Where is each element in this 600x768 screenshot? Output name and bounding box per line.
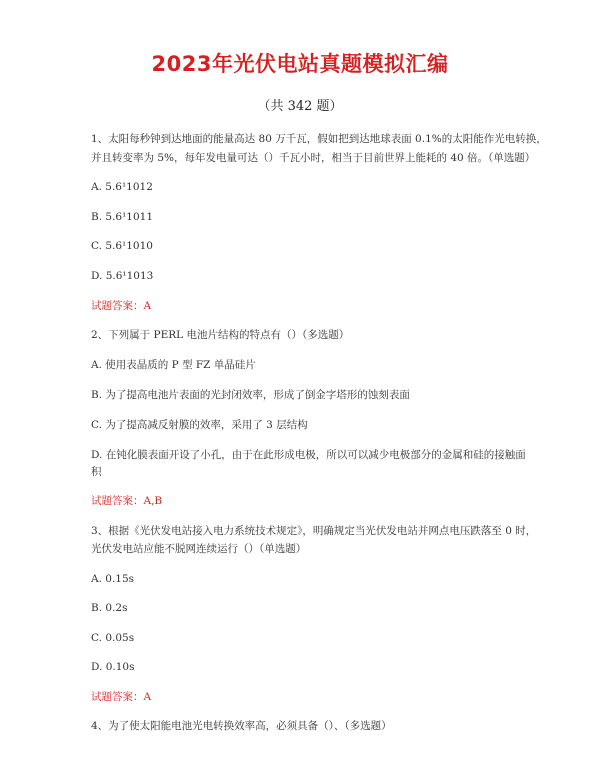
question-2-option-c: C. 为了提高减反射膜的效率，采用了 3 层结构	[91, 419, 308, 431]
question-1-option-a: A. 5.6¹1012	[91, 181, 153, 193]
question-1-stem-line-2: 并且转变率为 5%，每年发电量可达（）千瓦小时，相当于目前世界上能耗的 40 倍。（单选题）	[91, 152, 536, 164]
question-3-answer: 试题答案：A	[91, 691, 152, 703]
question-count: （共 342 题）	[257, 99, 343, 114]
question-1-stem-line-1: 1、太阳每秒钟到达地面的能量高达 80 万千瓦，假如把到达地球表面 0.1%的太阳能作光电转换，	[91, 133, 547, 145]
question-2-option-d-continued: 积	[91, 466, 102, 478]
question-2-option-a: A. 使用表晶质的 P 型 FZ 单晶硅片	[91, 359, 256, 371]
question-2-option-b: B. 为了提高电池片表面的光封闭效率，形成了倒金字塔形的蚀刻表面	[91, 389, 410, 401]
question-3-stem-line-1: 3、根据《光伏发电站接入电力系统技术规定》，明确规定当光伏发电站并网点电压跌落至 0 时，	[91, 525, 537, 537]
document-title: 2023年光伏电站真题模拟汇编	[151, 52, 449, 76]
question-3-option-b: B. 0.2s	[91, 602, 128, 614]
question-1-option-b: B. 5.6¹1011	[91, 211, 154, 223]
question-3-stem-line-2: 光伏发电站应能不脱网连续运行（）（单选题）	[91, 543, 307, 555]
question-1-answer: 试题答案：A	[91, 300, 152, 312]
question-2-stem-line-1: 2、下列属于 PERL 电池片结构的特点有（）（多选题）	[91, 329, 350, 341]
question-3-option-d: D. 0.10s	[91, 661, 135, 673]
question-2-answer: 试题答案：A,B	[91, 495, 163, 507]
question-3-option-a: A. 0.15s	[91, 573, 135, 585]
question-3-option-c: C. 0.05s	[91, 632, 135, 644]
question-1-option-c: C. 5.6¹1010	[91, 240, 153, 252]
question-4-stem-line-1: 4、为了使太阳能电池光电转换效率高，必须具备（）、（多选题）	[91, 720, 392, 732]
question-2-option-d: D. 在钝化膜表面开设了小孔，由于在此形成电极，所以可以减少电极部分的金属和硅的接触面	[91, 449, 526, 461]
question-1-option-d: D. 5.6¹1013	[91, 270, 154, 282]
